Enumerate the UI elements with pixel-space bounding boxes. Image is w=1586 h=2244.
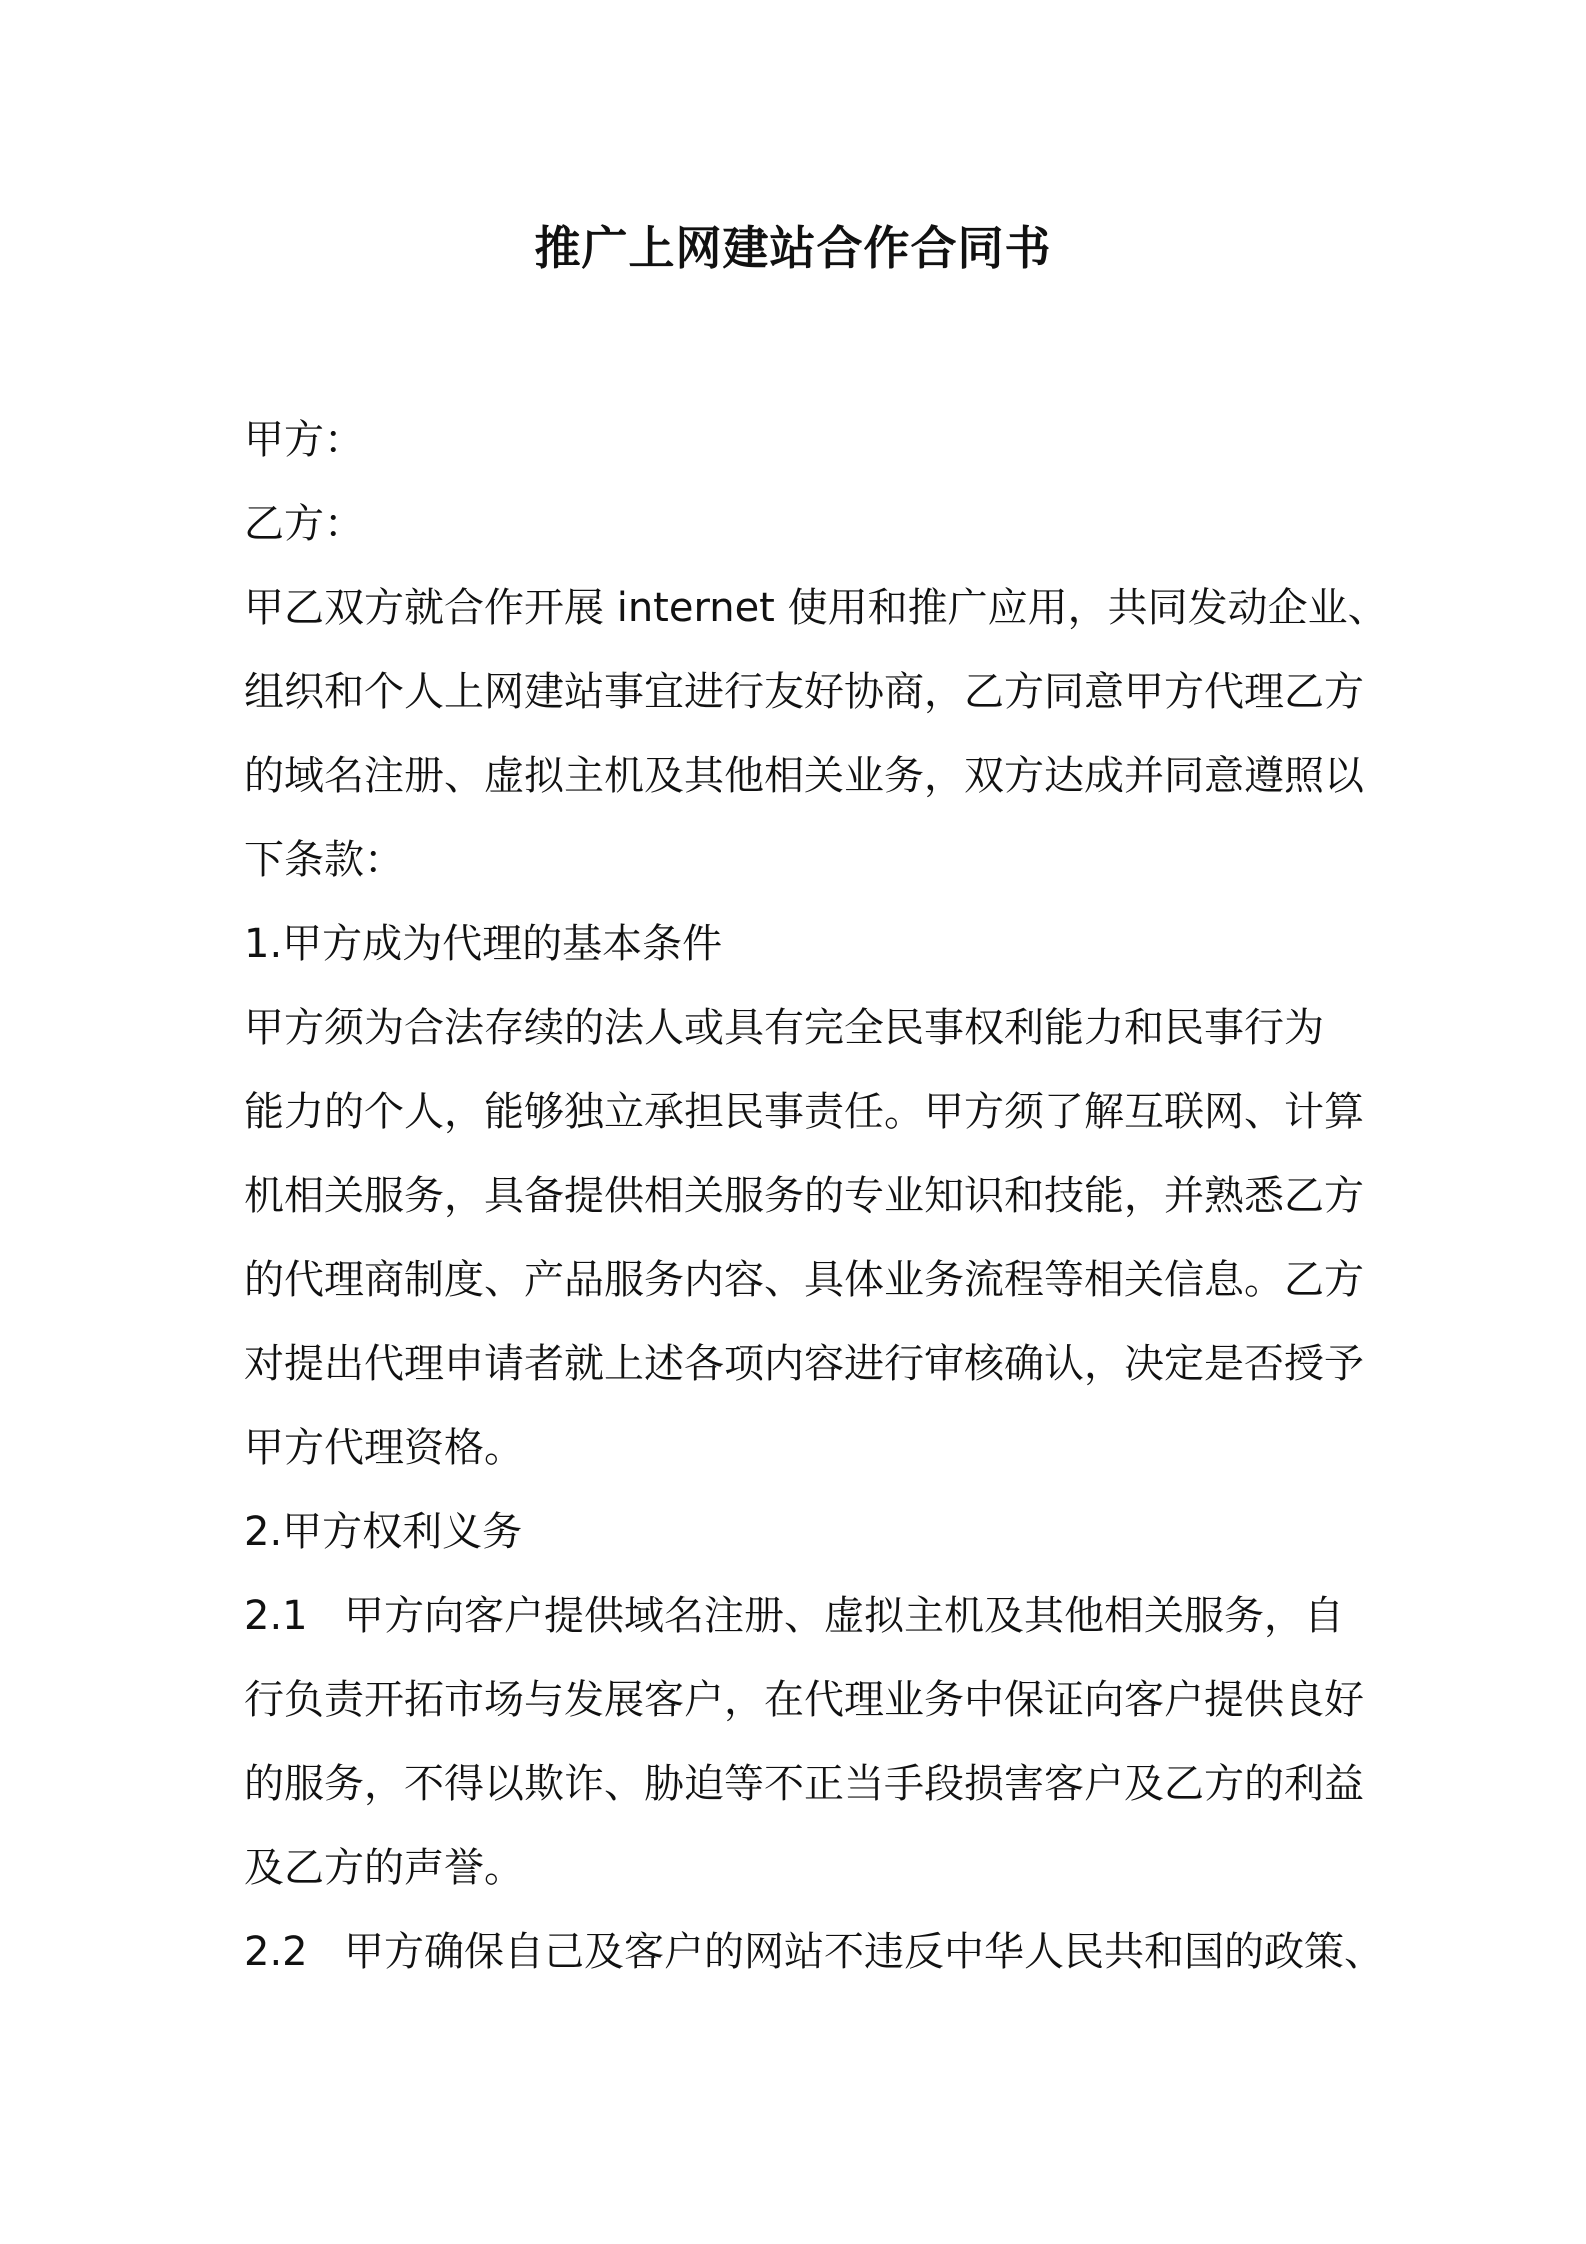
clause-2-1-line: 行负责开拓市场与发展客户，在代理业务中保证向客户提供良好 (244, 1677, 1364, 1723)
clause-2-1-first-line (244, 1574, 1364, 1658)
clause-text: 甲方确保自己及客户的网站不违反中华人民共和国的政策、 (344, 1929, 1384, 1975)
clause-number: 2.1 (244, 1593, 308, 1639)
section-1-line: 甲方代理资格。 (244, 1425, 524, 1471)
section-2-heading: 2.甲方权利义务 (244, 1509, 523, 1555)
intro-line: 的域名注册、虚拟主机及其他相关业务，双方达成并同意遵照以 (244, 753, 1364, 799)
section-1-line: 的代理商制度、产品服务内容、具体业务流程等相关信息。乙方 (244, 1257, 1364, 1303)
clause-2-1-line: 及乙方的声誉。 (244, 1845, 524, 1891)
section-1-line: 甲方须为合法存续的法人或具有完全民事权利能力和民事行为 (244, 1005, 1324, 1051)
intro-line: 下条款： (244, 837, 404, 883)
section-1-line: 机相关服务，具备提供相关服务的专业知识和技能，并熟悉乙方 (244, 1173, 1364, 1219)
intro-line: 甲乙双方就合作开展 internet 使用和推广应用，共同发动企业、 (244, 585, 1388, 631)
clause-text: 甲方向客户提供域名注册、虚拟主机及其他相关服务，自 (344, 1593, 1344, 1639)
intro-line: 组织和个人上网建站事宜进行友好协商，乙方同意甲方代理乙方 (244, 669, 1364, 715)
clause-number: 2.2 (244, 1929, 308, 1975)
section-1-line: 能力的个人，能够独立承担民事责任。甲方须了解互联网、计算 (244, 1089, 1364, 1135)
party-a-label: 甲方： (244, 417, 364, 463)
document-title: 推广上网建站合作合同书 (534, 221, 1052, 275)
section-1-line: 对提出代理申请者就上述各项内容进行审核确认，决定是否授予 (244, 1341, 1364, 1387)
clause-2-2-first-line (244, 1910, 1384, 1994)
clause-2-1-line: 的服务，不得以欺诈、胁迫等不正当手段损害客户及乙方的利益 (244, 1761, 1364, 1807)
document-body (244, 398, 1388, 1994)
section-1-heading: 1.甲方成为代理的基本条件 (244, 921, 723, 967)
party-b-label: 乙方： (244, 501, 364, 547)
